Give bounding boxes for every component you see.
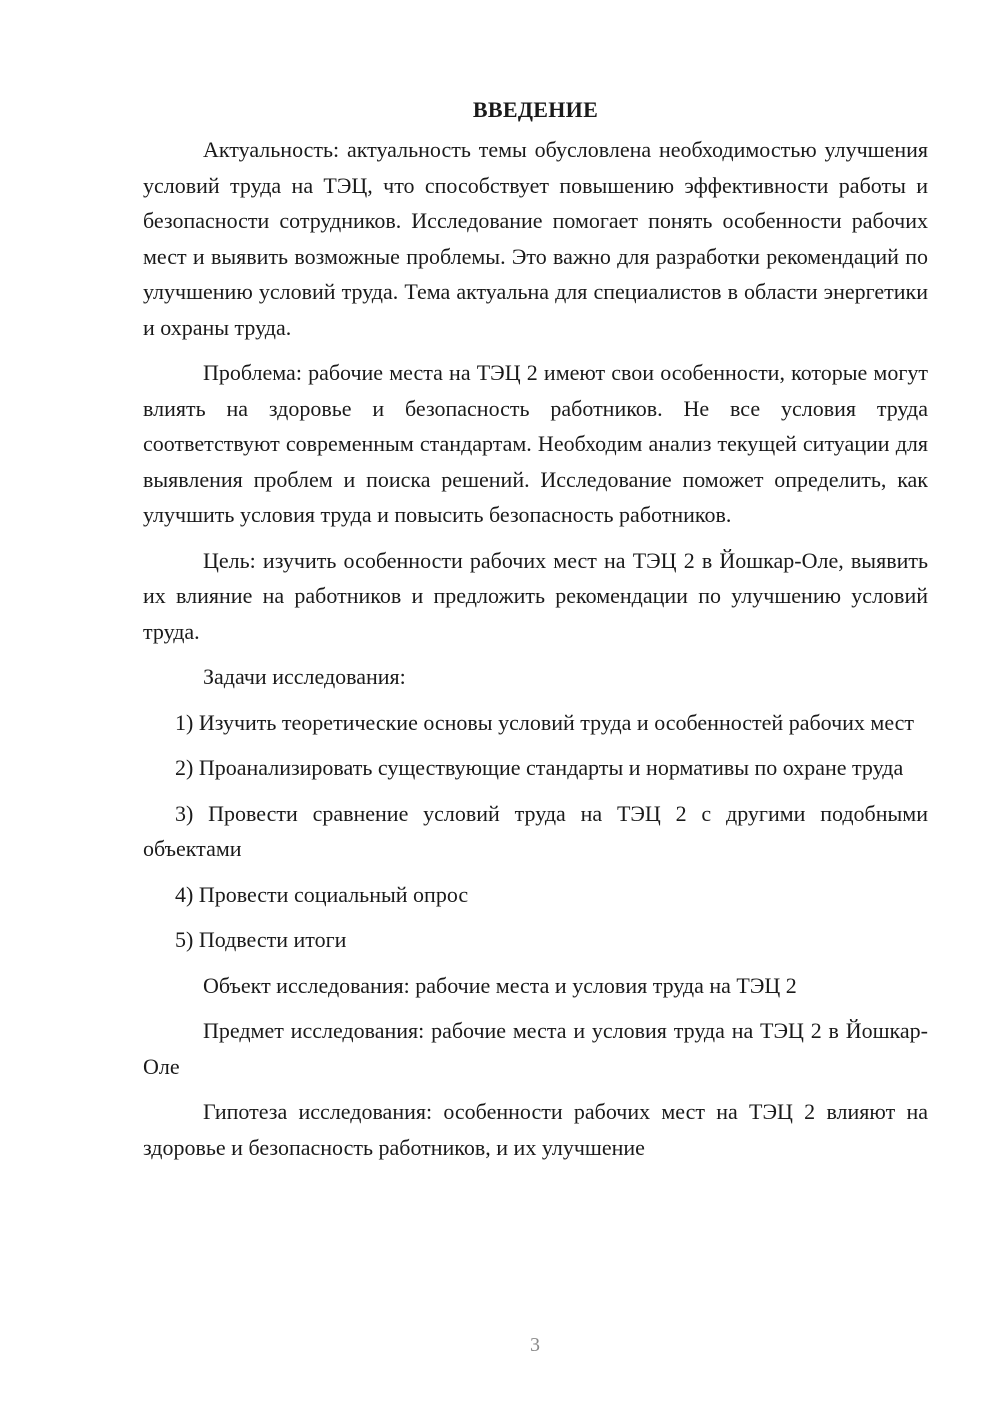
paragraph-goal: Цель: изучить особенности рабочих мест на ТЭЦ 2 в Йошкар-Оле, выявить их влияние на работников и предложить рекомендации по улучшению условий труда. bbox=[143, 547, 928, 644]
page-content bbox=[143, 92, 928, 1165]
page-title: ВВЕДЕНИЕ bbox=[472, 97, 599, 122]
list-item-task-1: 1) Изучить теоретические основы условий труда и особенностей рабочих мест bbox=[175, 709, 915, 735]
paragraph-object: Объект исследования: рабочие места и условия труда на ТЭЦ 2 bbox=[203, 972, 797, 998]
paragraph-hypothesis: Гипотеза исследования: особенности рабочих мест на ТЭЦ 2 влияют на здоровье и безопасность работников, и их улучшение bbox=[143, 1099, 928, 1160]
list-item-task-5: 5) Подвести итоги bbox=[175, 927, 347, 952]
list-item-task-2: 2) Проанализировать существующие стандарты и нормативы по охране труда bbox=[175, 755, 904, 780]
paragraph-relevance: Актуальность: актуальность темы обусловлена необходимостью улучшения условий труда на ТЭЦ, что способствует повышению эффективности работы и безопасности сотрудников. Исследование помогает понять особенности рабочих мест и выявить возможные проблемы. Это важно для разработки рекомендаций по улучшению условий труда. Тема актуальна для специалистов в области энергетики и охраны труда. bbox=[143, 137, 928, 340]
paragraph-subject: Предмет исследования: рабочие места и условия труда на ТЭЦ 2 в Йошкар-Оле bbox=[143, 1018, 928, 1079]
list-item-task-4: 4) Провести социальный опрос bbox=[175, 881, 469, 907]
tasks-heading: Задачи исследования: bbox=[203, 664, 406, 689]
paragraph-problem: Проблема: рабочие места на ТЭЦ 2 имеют свои особенности, которые могут влиять на здоровье и безопасность работников. Не все условия труда соответствуют современным стандартам. Необходим анализ текущей ситуации для выявления проблем и поиска решений. Исследование поможет определить, как улучшить условия труда и повысить безопасность работников. bbox=[143, 360, 928, 527]
list-item-task-3: 3) Провести сравнение условий труда на ТЭЦ 2 с другими подобными объектами bbox=[143, 800, 928, 861]
page-number: 3 bbox=[530, 1334, 540, 1356]
